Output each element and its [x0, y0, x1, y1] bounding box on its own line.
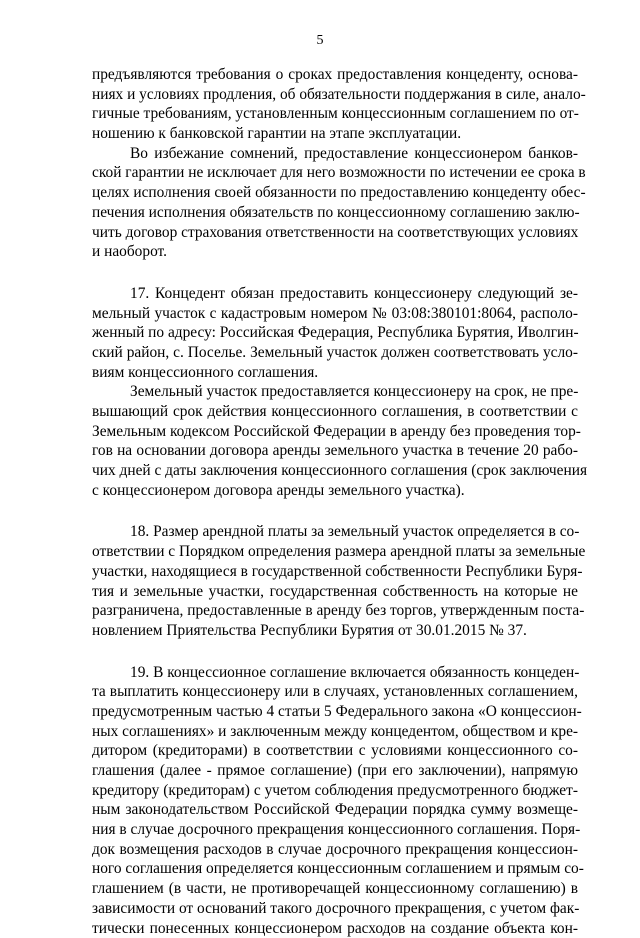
- text-line: тически понесенных концессионером расходов на создание объекта кон-: [92, 919, 578, 938]
- text-line: дитором (кредиторами) в соответствии с условиями концессионного со-: [92, 741, 578, 761]
- text-line: ного соглашения определяется концессионным соглашением и прямым со-: [92, 859, 578, 879]
- text-line: ния в случае досрочного прекращения концессионного соглашения. Поря-: [92, 820, 578, 840]
- text-line: женный по адресу: Российская Федерация, Республика Бурятия, Иволгин-: [92, 323, 578, 343]
- text-line: Земельный участок предоставляется концессионеру на срок, не пре-: [92, 382, 578, 402]
- text-line: ской гарантии не исключает для него возможности по истечении ее срока в: [92, 163, 578, 183]
- text-line: кредитору (кредиторам) с учетом соблюдения предусмотренного бюджет-: [92, 781, 578, 801]
- text-line: гов на основании договора аренды земельного участка в течение 20 рабо-: [92, 441, 578, 461]
- text-line: печения исполнения обязательств по концессионному соглашению заклю-: [92, 203, 578, 223]
- text-line: ным законодательством Российской Федерации порядка сумму возмеще-: [92, 800, 578, 820]
- paragraph: [92, 382, 578, 500]
- text-line: новлением Приятельства Республики Бурятия от 30.01.2015 № 37.: [92, 621, 578, 641]
- text-line: чих дней с даты заключения концессионного соглашения (срок заключения: [92, 461, 578, 481]
- text-line: ответствии с Порядком определения размера арендной платы за земельные: [92, 542, 578, 562]
- text-line: целях исполнения своей обязанности по предоставлению концеденту обес-: [92, 183, 578, 203]
- text-line: ниях и условиях продления, об обязательности поддержания в силе, анало-: [92, 85, 578, 105]
- text-line: ский район, с. Поселье. Земельный участок должен соответствовать усло-: [92, 343, 578, 363]
- page-number: 5: [0, 33, 640, 49]
- document-body: [92, 65, 578, 938]
- text-line: зависимости от оснований такого досрочного прекращения, с учетом фак-: [92, 899, 578, 919]
- text-line: и наоборот.: [92, 242, 578, 262]
- text-line: гичные требованиям, установленным концессионным соглашением по от-: [92, 104, 578, 124]
- text-line: 19. В концессионное соглашение включается обязанность концеден-: [92, 663, 578, 683]
- text-line: 18. Размер арендной платы за земельный участок определяется в со-: [92, 522, 578, 542]
- text-line: док возмещения расходов в случае досрочного прекращения концессион-: [92, 840, 578, 860]
- text-line: предусмотренным частью 4 статьи 5 Федерального закона «О концессион-: [92, 702, 578, 722]
- text-line: глашением (в части, не противоречащей концессионному соглашению) в: [92, 879, 578, 899]
- text-line: чить договор страхования ответственности на соответствующих условиях: [92, 223, 578, 243]
- text-line: ношению к банковской гарантии на этапе эксплуатации.: [92, 124, 578, 144]
- text-line: Во избежание сомнений, предоставление концессионером банков-: [92, 144, 578, 164]
- paragraph: [92, 522, 578, 640]
- text-line: виям концессионного соглашения.: [92, 363, 578, 383]
- text-line: с концессионером договора аренды земельного участка).: [92, 481, 578, 501]
- text-line: предъявляются требования о сроках предоставления концеденту, основа-: [92, 65, 578, 85]
- paragraph: [92, 663, 578, 938]
- paragraph: [92, 284, 578, 382]
- paragraph: [92, 144, 578, 262]
- text-line: тия и земельные участки, государственная собственность на которые не: [92, 582, 578, 602]
- text-line: вышающий срок действия концессионного соглашения, в соответствии с: [92, 402, 578, 422]
- text-line: 17. Концедент обязан предоставить концессионеру следующий зе-: [92, 284, 578, 304]
- text-line: разграничена, предоставленные в аренду без торгов, утвержденным поста-: [92, 601, 578, 621]
- text-line: участки, находящиеся в государственной собственности Республики Буря-: [92, 562, 578, 582]
- text-line: Земельным кодексом Российской Федерации в аренду без проведения тор-: [92, 422, 578, 442]
- text-line: мельный участок с кадастровым номером № 03:08:380101:8064, располо-: [92, 304, 578, 324]
- text-line: глашения (далее - прямое соглашение) (при его заключении), напрямую: [92, 761, 578, 781]
- paragraph: [92, 65, 578, 144]
- text-line: ных соглашениях» и заключенным между концедентом, обществом и кре-: [92, 722, 578, 742]
- text-line: та выплатить концессионеру или в случаях, установленных соглашением,: [92, 682, 578, 702]
